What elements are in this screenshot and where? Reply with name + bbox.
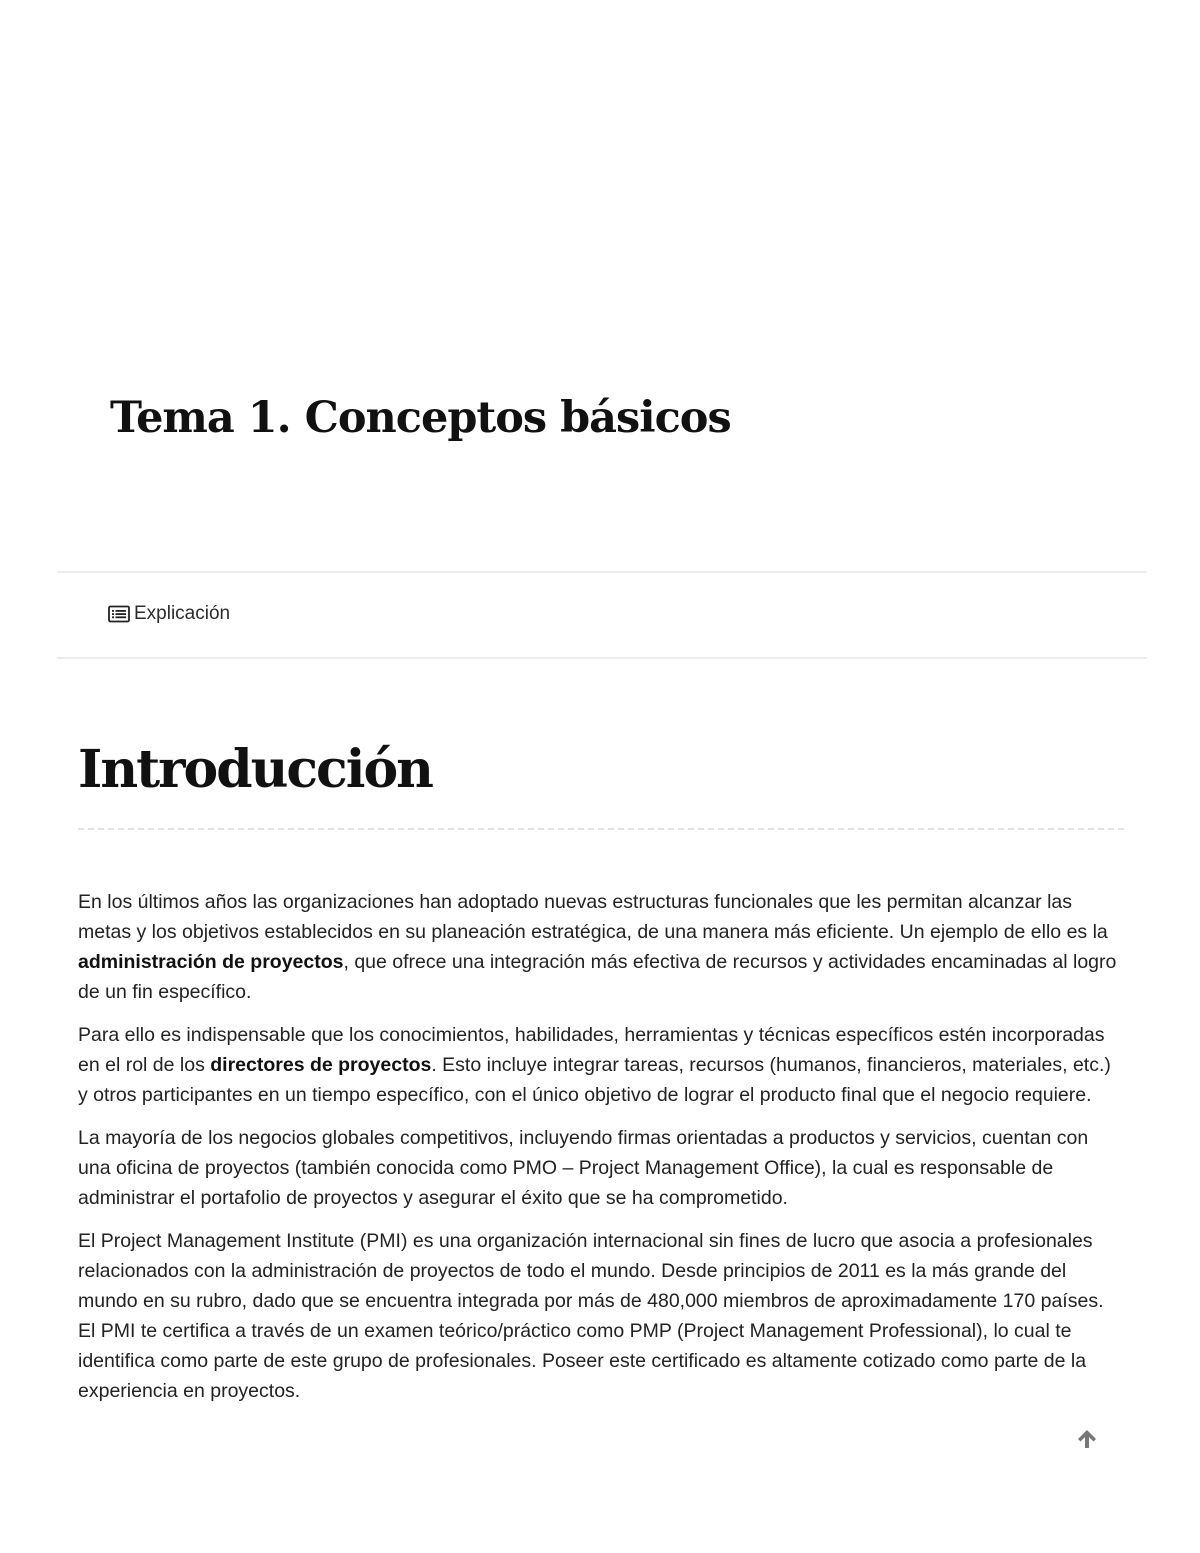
paragraph-1 bbox=[78, 887, 1126, 1007]
tab-explicacion[interactable] bbox=[108, 603, 230, 625]
heading-divider bbox=[78, 828, 1124, 830]
paragraph-3: La mayoría de los negocios globales competitivos, incluyendo firmas orientadas a productos y servicios, cuentan con una oficina de proyectos (también conocida como PMO – Project Management Office), la cual es responsable de administrar el portafolio de proyectos y asegurar el éxito que se ha comprometido. bbox=[78, 1127, 1089, 1209]
paragraph-2-text-end: . Esto incluye integrar tareas, recursos (humanos, financieros, materiales, etc.) y otros participantes en un tiempo específico, con el único objetivo de lograr el producto final que el negocio requiere. bbox=[78, 1054, 1111, 1106]
paragraph-1-text-end: , que ofrece una integración más efectiva de recursos y actividades encaminadas al logro de un fin específico. bbox=[78, 951, 1117, 1003]
section-heading: Introducción bbox=[78, 739, 432, 800]
keyword-directores: directores de proyectos bbox=[210, 1054, 432, 1076]
back-to-top-button[interactable] bbox=[1075, 1427, 1099, 1451]
tab-bar bbox=[57, 571, 1147, 659]
paragraph-2-text: Para ello es indispensable que los conocimientos, habilidades, herramientas y técnicas específicos estén incorporadas en el rol de los bbox=[78, 1024, 1105, 1076]
keyword-administracion: administración de proyectos bbox=[78, 951, 344, 973]
page-title: Tema 1. Conceptos básicos bbox=[110, 393, 731, 443]
arrow-up-icon bbox=[1075, 1427, 1099, 1451]
paragraph-4: El Project Management Institute (PMI) es una organización internacional sin fines de lucro que asocia a profesionales relacionados con la administración de proyectos de todo el mundo. Desde principios de 2011 es la más grande del mundo en su rubro, dado que se encuentra integrada por más de 480,000 miembros de aproximadamente 170 países. El PMI te certifica a través de un examen teórico/práctico como PMP (Project Management Professional), lo cual te identifica como parte de este grupo de profesionales. Poseer este certificado es altamente cotizado como parte de la experiencia en proyectos. bbox=[78, 1230, 1104, 1402]
paragraph-1-text: En los últimos años las organizaciones han adoptado nuevas estructuras funcionales que les permitan alcanzar las metas y los objetivos establecidos en su planeación estratégica, de una manera más eficiente. Un ejemplo de ello es la bbox=[78, 891, 1108, 943]
paragraph-2 bbox=[78, 1020, 1126, 1110]
tab-label: Explicación bbox=[134, 603, 231, 624]
list-alt-icon bbox=[108, 605, 130, 623]
article-body bbox=[78, 887, 1126, 1419]
